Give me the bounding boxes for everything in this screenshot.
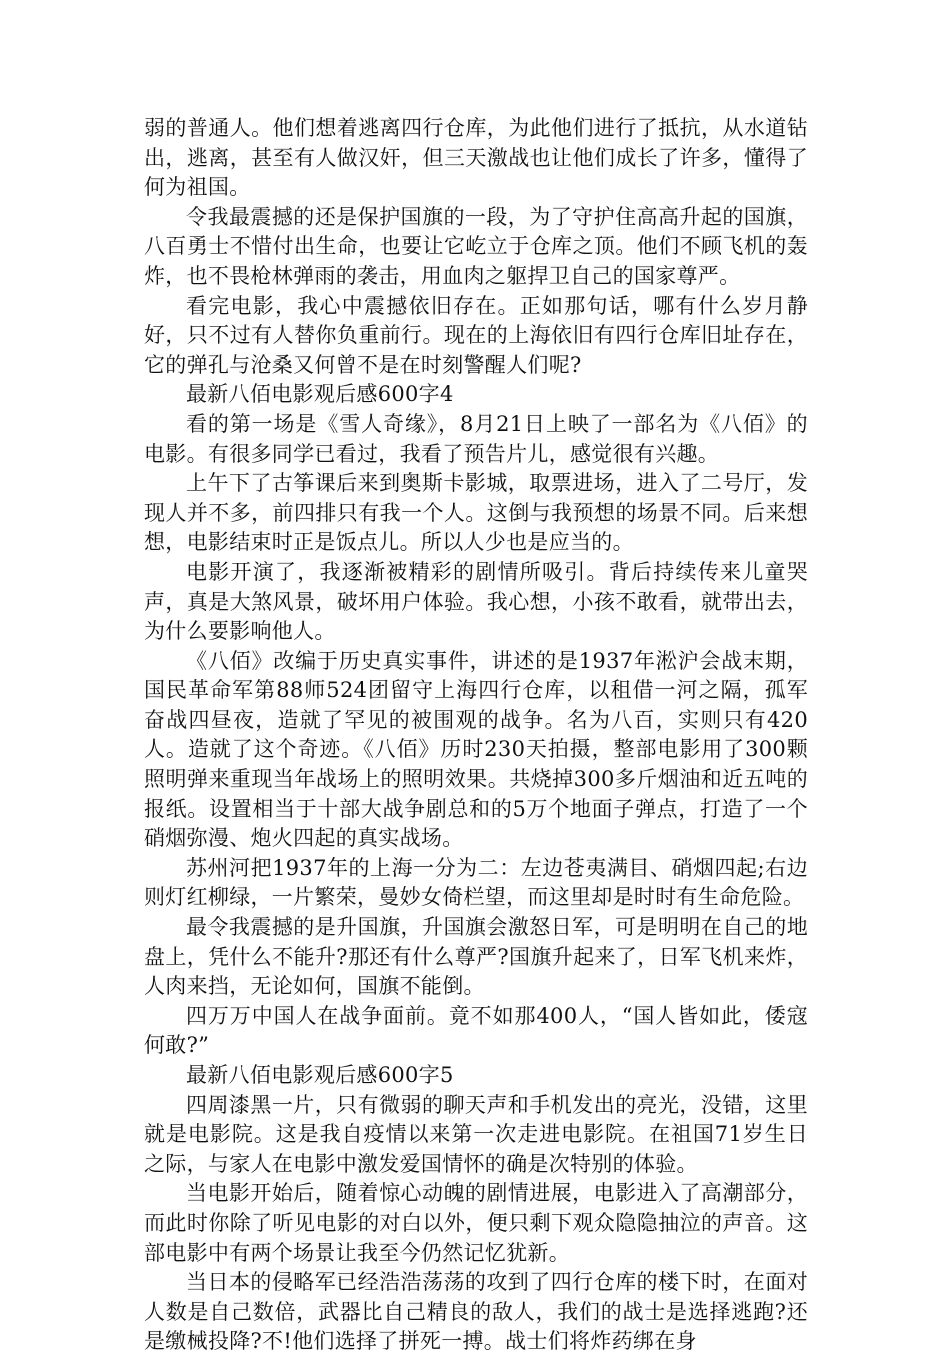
paragraph-12: 当电影开始后，随着惊心动魄的剧情进展，电影进入了高潮部分，而此时你除了听见电影的对白以外，便只剩下观众隐隐抽泣的声音。这部电影中有两个场景让我至今仍然记忆犹新。 [144, 1181, 808, 1265]
paragraph-3: 看完电影，我心中震撼依旧存在。正如那句话，哪有什么岁月静好，只不过有人替你负重前行。现在的上海依旧有四行仓库旧址存在，它的弹孔与沧桑又何曾不是在时刻警醒人们呢? [144, 293, 808, 377]
section-heading-5: 最新八佰电影观后感600字5 [186, 1063, 454, 1087]
paragraph-4: 看的第一场是《雪人奇缘》，8月21日上映了一部名为《八佰》的电影。有很多同学已看过，我看了预告片儿，感觉很有兴趣。 [144, 411, 808, 466]
section-heading-4: 最新八佰电影观后感600字4 [186, 382, 454, 407]
paragraph-8: 苏州河把1937年的上海一分为二：左边苍夷满目、硝烟四起;右边则灯红柳绿，一片繁荣，曼妙女倚栏望，而这里却是时时有生命危险。 [144, 855, 808, 910]
paragraph-11: 四周漆黑一片，只有微弱的聊天声和手机发出的亮光，没错，这里就是电影院。这是我自疫情以来第一次走进电影院。在祖国71岁生日之际，与家人在电影中激发爱国情怀的确是次特别的体验。 [144, 1092, 808, 1176]
paragraph-7: 《八佰》改编于历史真实事件，讲述的是1937年淞沪会战末期，国民革命军第88师524团留守上海四行仓库，以租借一河之隔，孤军奋战四昼夜，造就了罕见的被围观的战争。名为八百，实则只有420人。造就了这个奇迹。《八佰》历时230天拍摄，整部电影用了300颗照明弹来重现当年战场上的照明效果。共烧掉300多斤烟油和近五吨的报纸。设置相当于十部大战争剧总和的5万个地面子弹点，打造了一个硝烟弥漫、炮火四起的真实战场。 [144, 648, 808, 851]
paragraph-1: 弱的普通人。他们想着逃离四行仓库，为此他们进行了抵抗，从水道钻出，逃离，甚至有人做汉奸，但三天激战也让他们成长了许多，懂得了何为祖国。 [144, 116, 808, 200]
paragraph-9: 最令我震撼的是升国旗，升国旗会激怒日军，可是明明在自己的地盘上，凭什么不能升?那还有什么尊严?国旗升起来了，日军飞机来炸，人肉来挡，无论如何，国旗不能倒。 [144, 915, 808, 999]
paragraph-5: 上午下了古筝课后来到奥斯卡影城，取票进场，进入了二号厅，发现人并不多，前四排只有我一个人。这倒与我预想的场景不同。后来想想，电影结束时正是饭点儿。所以人少也是应当的。 [144, 471, 808, 555]
paragraph-2: 令我最震撼的还是保护国旗的一段，为了守护住高高升起的国旗，八百勇士不惜付出生命，也要让它屹立于仓库之顶。他们不顾飞机的轰炸，也不畏枪林弹雨的袭击，用血肉之躯捍卫自己的国家尊严。 [144, 204, 808, 288]
paragraph-13: 当日本的侵略军已经浩浩荡荡的攻到了四行仓库的楼下时，在面对人数是自己数倍，武器比自己精良的敌人，我们的战士是选择逃跑?还是缴械投降?不!他们选择了拼死一搏。战士们将炸药绑在身 [144, 1270, 808, 1354]
document-page [144, 114, 808, 1357]
paragraph-6: 电影开演了，我逐渐被精彩的剧情所吸引。背后持续传来儿童哭声，真是大煞风景，破坏用户体验。我心想，小孩不敢看，就带出去，为什么要影响他人。 [144, 559, 808, 644]
paragraph-10: 四万万中国人在战争面前。竟不如那400人，“国人皆如此，倭寇何敢?” [144, 1003, 808, 1058]
